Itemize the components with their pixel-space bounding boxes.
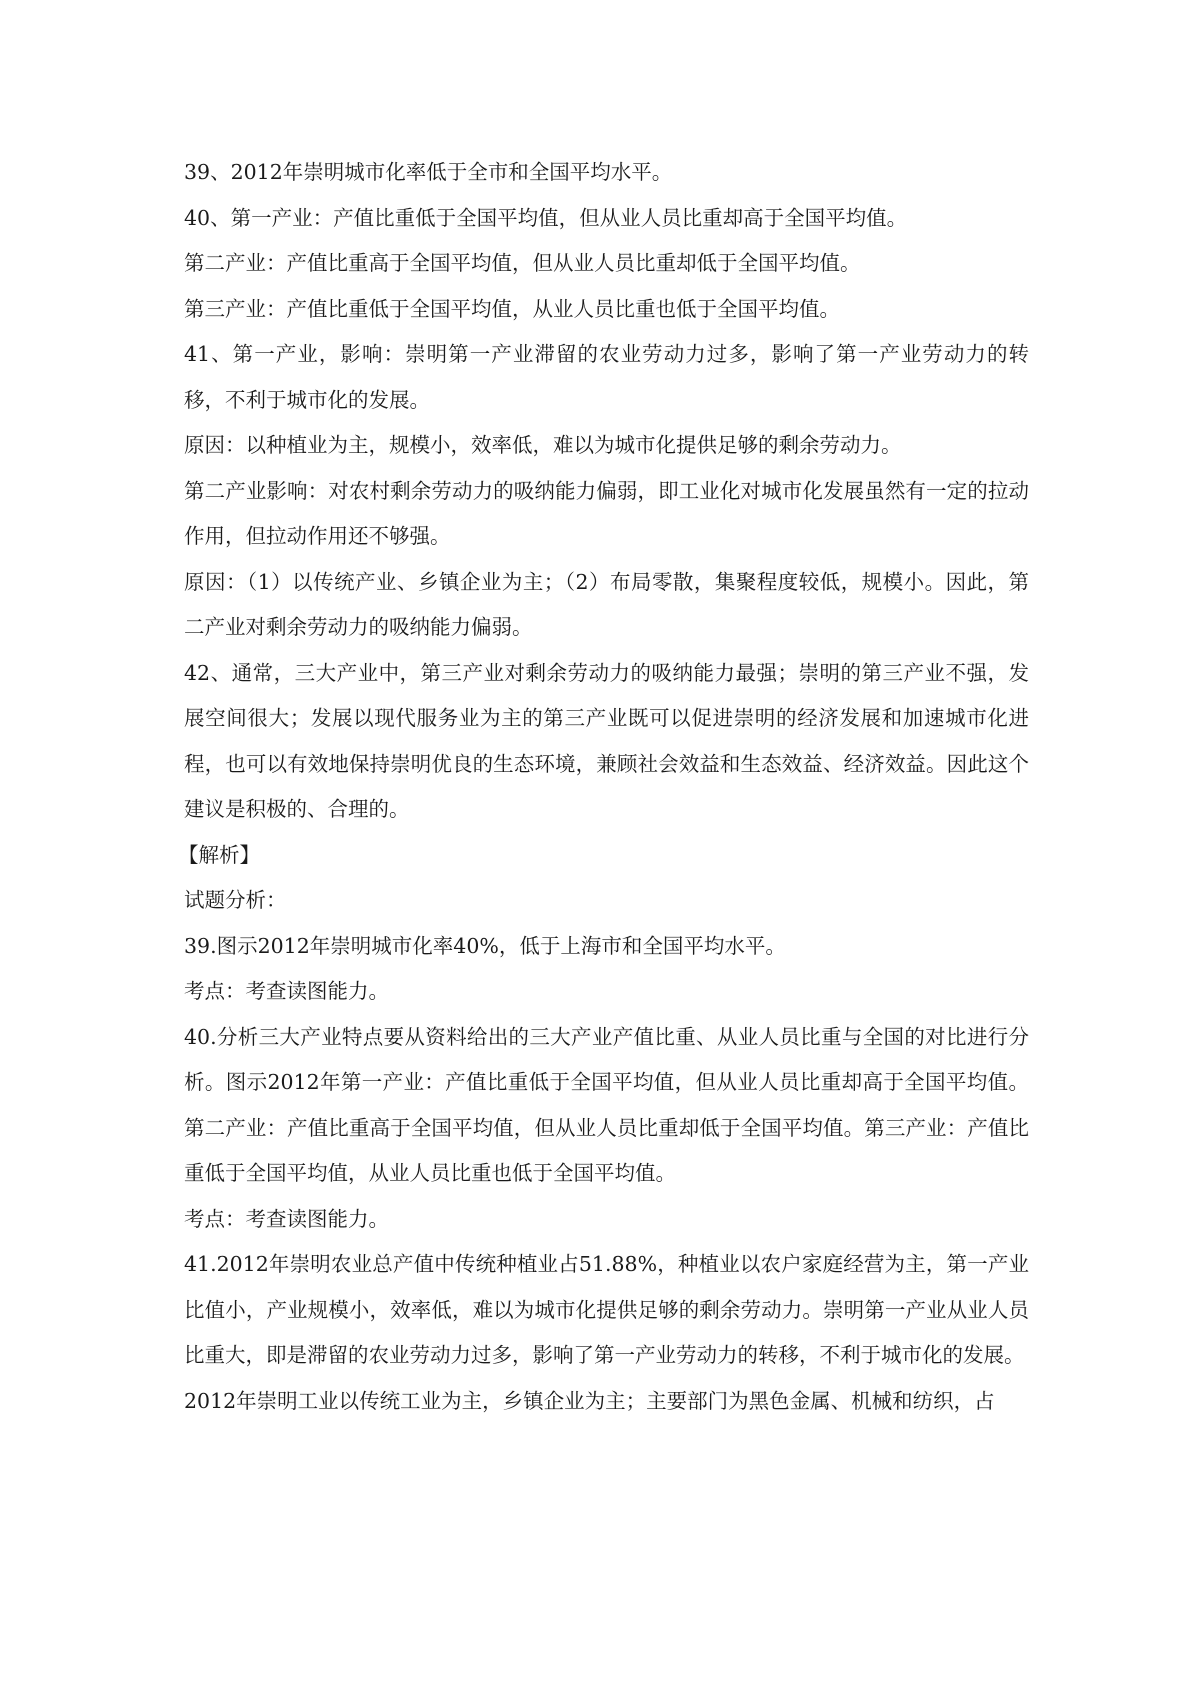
analysis-41: 41.2012年崇明农业总产值中传统种植业占51.88%，种植业以农户家庭经营为主，第一产业比值小，产业规模小，效率低，难以为城市化提供足够的剩余劳动力。崇明第一产业从业人员比重大，即是滞留的农业劳动力过多，影响了第一产业劳动力的转移，不利于城市化的发展。 <box>184 1252 1029 1367</box>
analysis-41-industry: 2012年崇明工业以传统工业为主，乡镇企业为主；主要部门为黑色金属、机械和纺织，占 <box>184 1388 995 1413</box>
answer-40-secondary: 第二产业：产值比重高于全国平均值，但从业人员比重却低于全国平均值。 <box>184 251 861 275</box>
answer-41-secondary-impact: 第二产业影响：对农村剩余劳动力的吸纳能力偏弱，即工业化对城市化发展虽然有一定的拉动作用，但拉动作用还不够强。 <box>184 478 1029 548</box>
answer-39: 39、2012年崇明城市化率低于全市和全国平均水平。 <box>184 160 673 184</box>
document-body <box>178 150 1029 1424</box>
analysis-heading: 【解析】 <box>178 842 260 867</box>
analysis-39-point: 考点：考查读图能力。 <box>184 979 389 1003</box>
analysis-40-point: 考点：考查读图能力。 <box>184 1206 389 1231</box>
answer-40-primary: 40、第一产业：产值比重低于全国平均值，但从业人员比重却高于全国平均值。 <box>184 205 908 230</box>
answer-41-secondary-reason: 原因：（1）以传统产业、乡镇企业为主；（2）布局零散，集聚程度较低，规模小。因此，第二产业对剩余劳动力的吸纳能力偏弱。 <box>184 569 1029 639</box>
answer-42: 42、通常，三大产业中，第三产业对剩余劳动力的吸纳能力最强；崇明的第三产业不强，发展空间很大；发展以现代服务业为主的第三产业既可以促进崇明的经济发展和加速城市化进程，也可以有效地保持崇明优良的生态环境，兼顾社会效益和生态效益、经济效益。因此这个建议是积极的、合理的。 <box>184 660 1029 821</box>
analysis-intro: 试题分析： <box>184 888 287 912</box>
analysis-40: 40.分析三大产业特点要从资料给出的三大产业产值比重、从业人员比重与全国的对比进行分析。图示2012年第一产业：产值比重低于全国平均值，但从业人员比重却高于全国平均值。第二产业：产值比重高于全国平均值，但从业人员比重却低于全国平均值。第三产业：产值比重低于全国平均值，从业人员比重也低于全国平均值。 <box>184 1024 1029 1185</box>
analysis-39: 39.图示2012年崇明城市化率40%，低于上海市和全国平均水平。 <box>184 933 786 958</box>
answer-40-tertiary: 第三产业：产值比重低于全国平均值，从业人员比重也低于全国平均值。 <box>184 296 840 321</box>
answer-41-primary-reason: 原因：以种植业为主，规模小，效率低，难以为城市化提供足够的剩余劳动力。 <box>184 433 902 457</box>
answer-41-primary-impact: 41、第一产业，影响：崇明第一产业滞留的农业劳动力过多，影响了第一产业劳动力的转移，不利于城市化的发展。 <box>184 342 1029 412</box>
